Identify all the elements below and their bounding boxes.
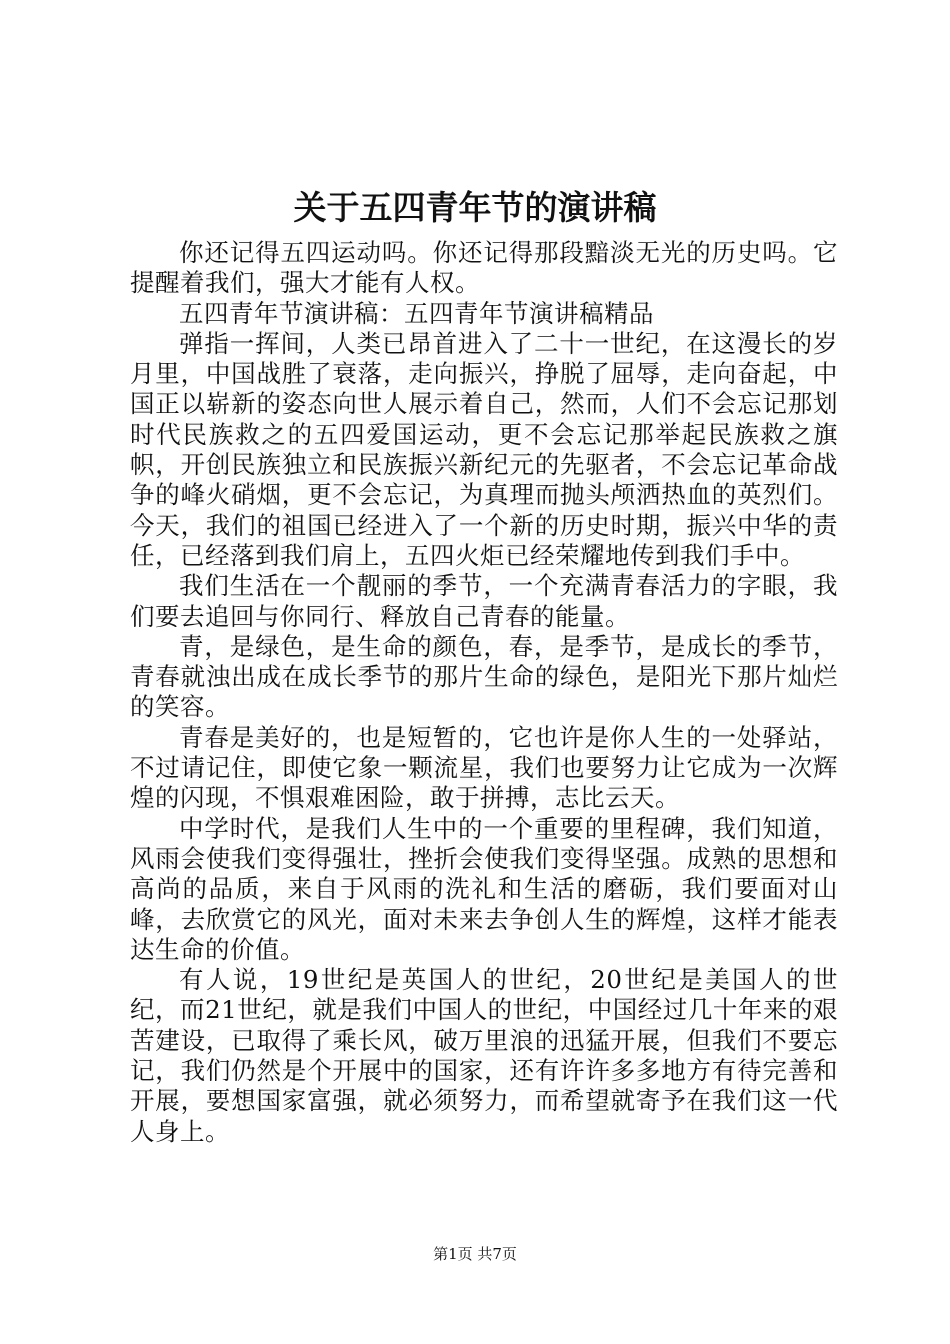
document-body bbox=[130, 238, 838, 1147]
paragraph: 中学时代，是我们人生中的一个重要的里程碑，我们知道，风雨会使我们变得强壮，挫折会使我们变得坚强。成熟的思想和高尚的品质，来自于风雨的洗礼和生活的磨砺，我们要面对山峰，去欣赏它的风光，面对未来去争创人生的辉煌，这样才能表达生命的价值。 bbox=[130, 813, 838, 964]
paragraph: 青，是绿色，是生命的颜色，春，是季节，是成长的季节，青春就浊出成在成长季节的那片生命的绿色，是阳光下那片灿烂的笑容。 bbox=[130, 631, 838, 722]
document-title: 关于五四青年节的演讲稿 bbox=[293, 188, 657, 227]
paragraph: 弹指一挥间，人类已昂首进入了二十一世纪，在这漫长的岁月里，中国战胜了衰落，走向振兴，挣脱了屈辱，走向奋起，中国正以崭新的姿态向世人展示着自己，然而，人们不会忘记那划时代民族救之的五四爱国运动，更不会忘记那举起民族救之旗帜，开创民族独立和民族振兴新纪元的先驱者，不会忘记革命战争的峰火硝烟，更不会忘记，为真理而抛头颅洒热血的英烈们。今天，我们的祖国已经进入了一个新的历史时期，振兴中华的责任，已经落到我们肩上，五四火炬已经荣耀地传到我们手中。 bbox=[130, 328, 838, 570]
paragraph: 你还记得五四运动吗。你还记得那段黯淡无光的历史吗。它提醒着我们，强大才能有人权。 bbox=[130, 238, 838, 298]
paragraph: 五四青年节演讲稿：五四青年节演讲稿精品 bbox=[179, 298, 654, 328]
page-number-footer: 第1页 共7页 bbox=[433, 1245, 517, 1263]
paragraph: 我们生活在一个靓丽的季节，一个充满青春活力的字眼，我们要去追回与你同行、释放自己青春的能量。 bbox=[130, 571, 838, 631]
paragraph: 有人说，19世纪是英国人的世纪，20世纪是美国人的世纪，而21世纪，就是我们中国人的世纪，中国经过几十年来的艰苦建设，已取得了乘长风，破万里浪的迅猛开展，但我们不要忘记，我们仍然是个开展中的国家，还有许许多多地方有待完善和开展，要想国家富强，就必须努力，而希望就寄予在我们这一代人身上。 bbox=[130, 965, 838, 1146]
paragraph: 青春是美好的，也是短暂的，它也许是你人生的一处驿站，不过请记住，即使它象一颗流星，我们也要努力让它成为一次辉煌的闪现，不惧艰难困险，敢于拼搏，志比云天。 bbox=[130, 722, 838, 813]
